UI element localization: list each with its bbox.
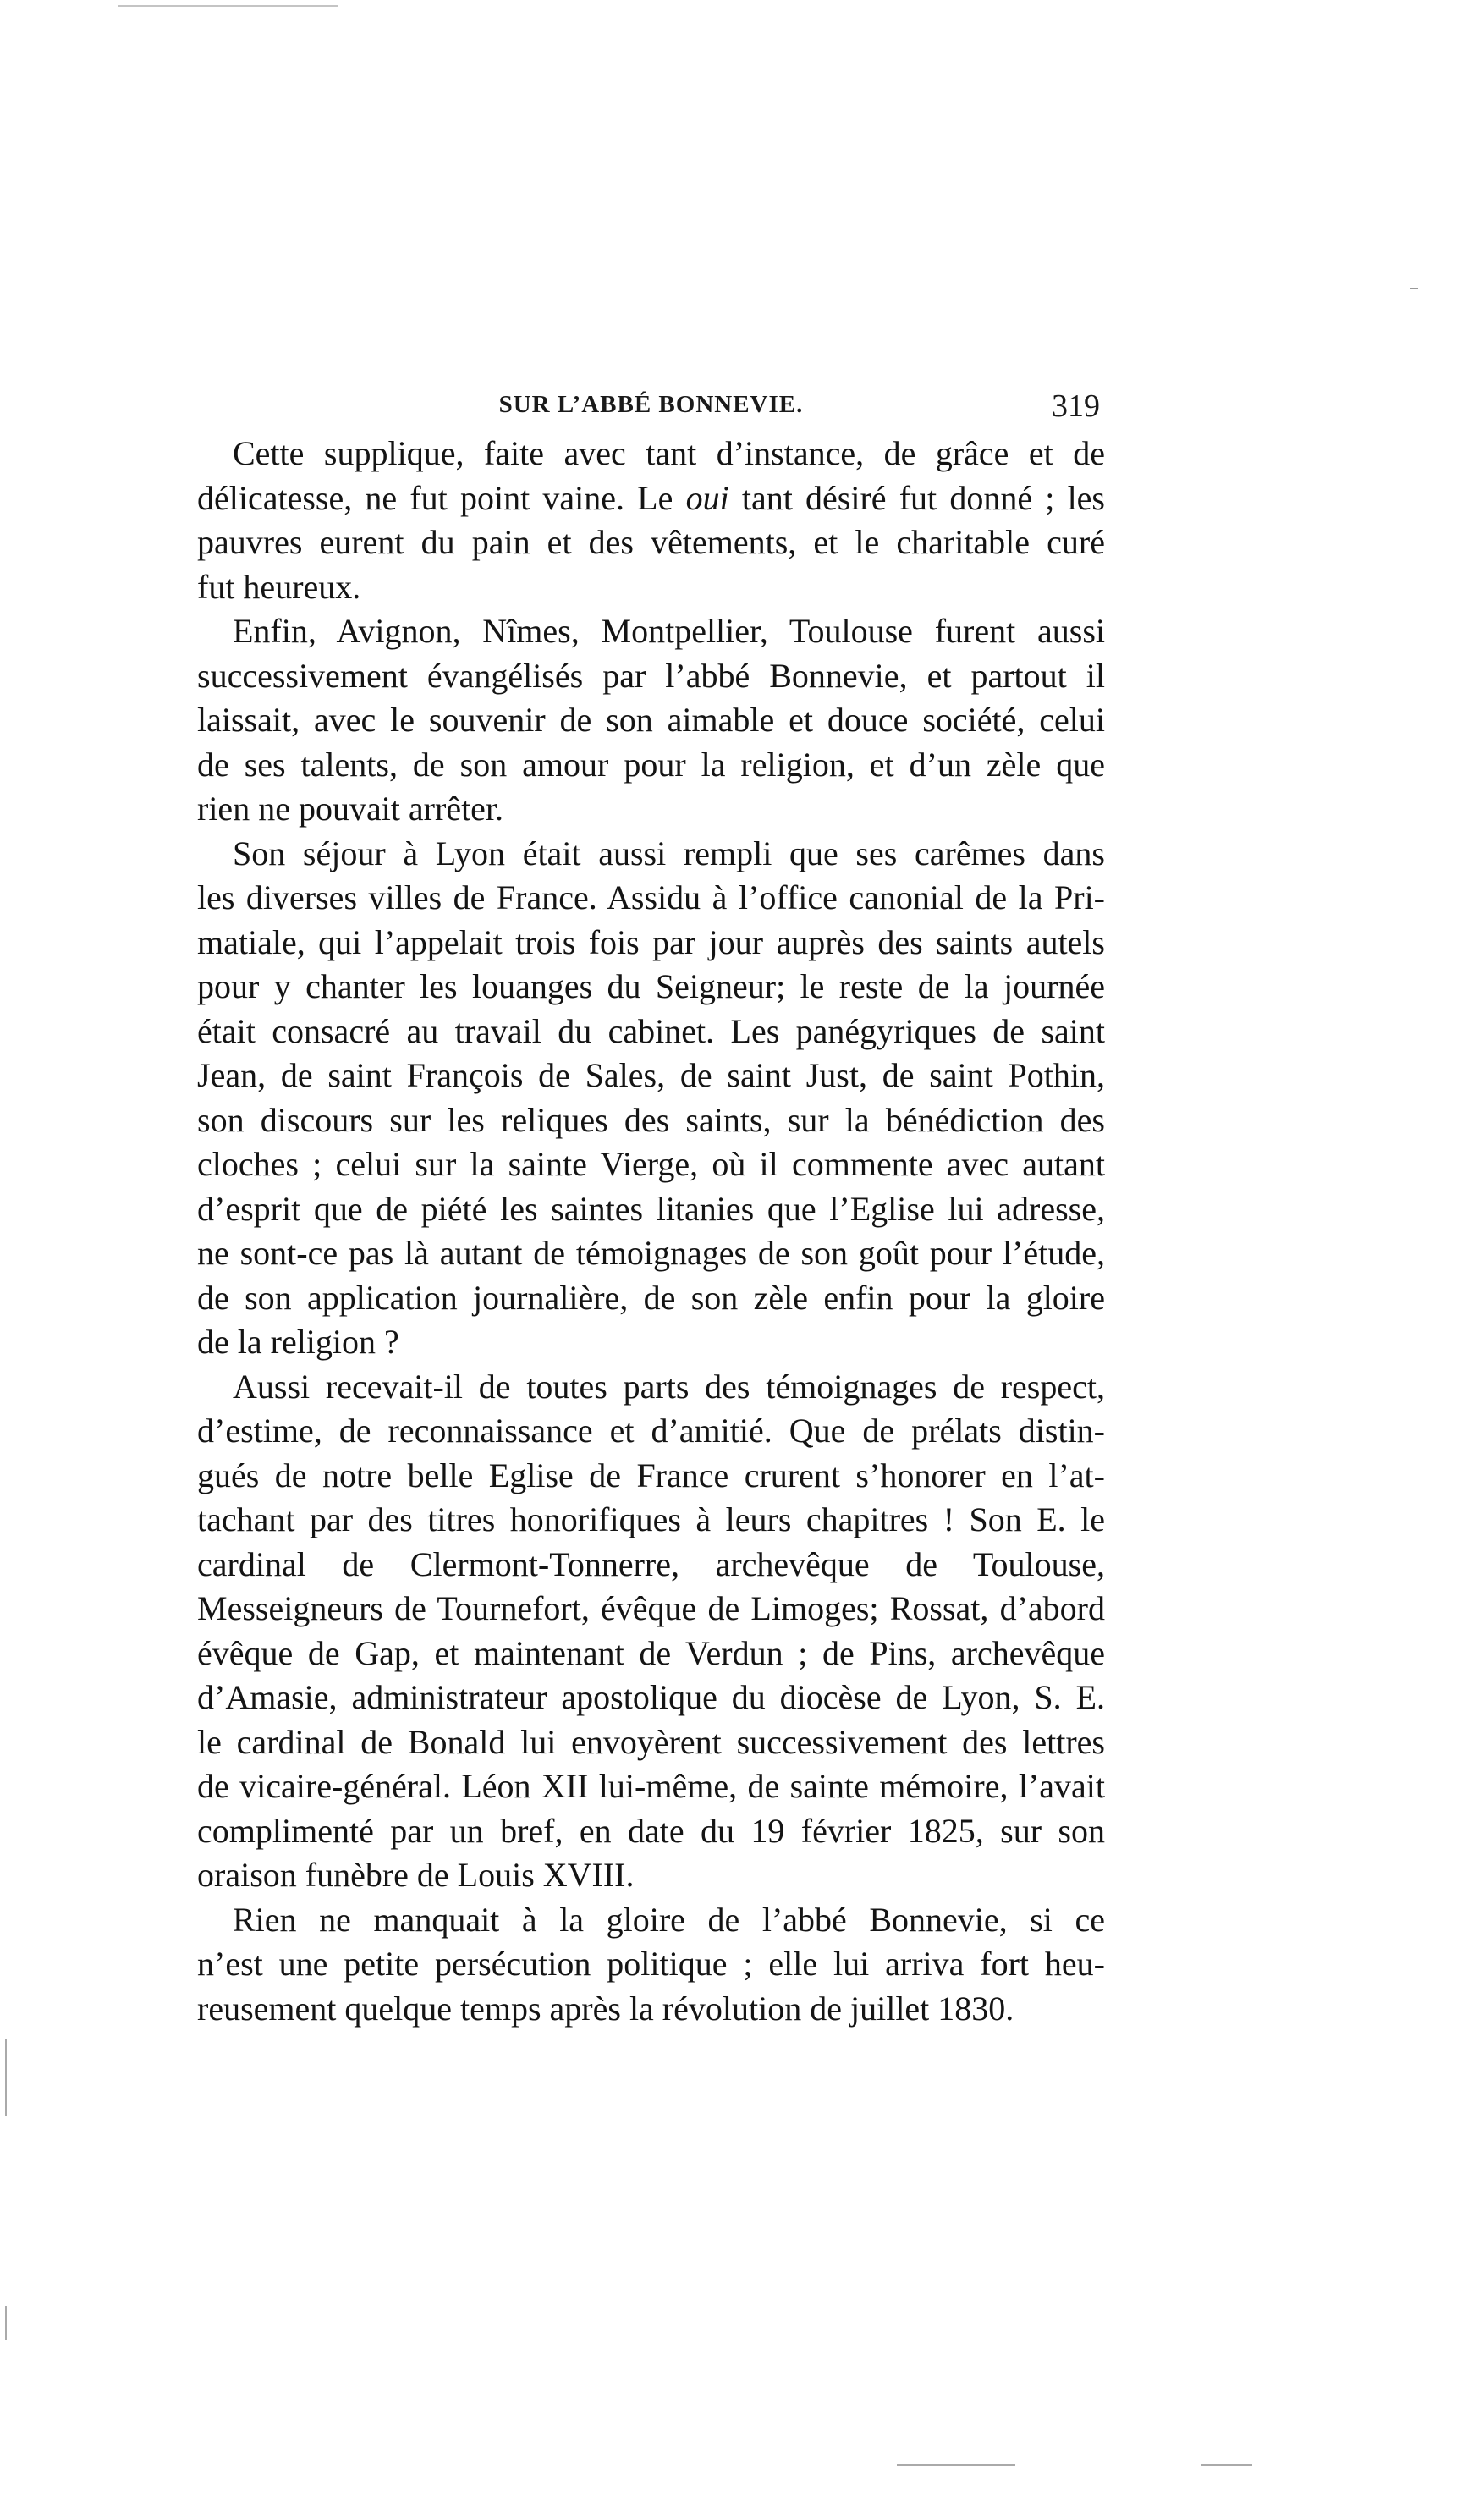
scan-mark-right [1410, 288, 1418, 289]
line-content: Rien ne manquait à la gloire de l’abbé Bonnevie, si ce [233, 1900, 1105, 1939]
line-content [197, 479, 1105, 517]
text-line [197, 1320, 1105, 1365]
line-content: gués de notre belle Eglise de France crurent s’honorer en l’at- [197, 1456, 1105, 1494]
text-line [197, 921, 1105, 966]
line-content: complimenté par un bref, en date du 19 février 1825, sur son [197, 1811, 1105, 1850]
line-content: cloches ; celui sur la sainte Vierge, où il commente avec autant [197, 1145, 1105, 1183]
line-content: de son application journalière, de son zèle enfin pour la gloire [197, 1278, 1105, 1317]
text-line [197, 654, 1105, 699]
line-content: n’est une petite persécution politique ; elle lui arriva fort heu- [197, 1945, 1105, 1983]
line-content: de la religion ? [197, 1323, 399, 1361]
line-content: Messeigneurs de Tournefort, évêque de Limoges; Rossat, d’abord [197, 1589, 1105, 1627]
line-content: était consacré au travail du cabinet. Les panégyriques de saint [197, 1011, 1105, 1050]
text-line [197, 1276, 1105, 1321]
line-content: pauvres eurent du pain et des vêtements, et le charitable curé [197, 523, 1105, 561]
text-line [197, 1543, 1105, 1588]
text-line [197, 1365, 1105, 1410]
text-line [197, 698, 1105, 743]
text-line [197, 1720, 1105, 1765]
text-line [197, 432, 1105, 476]
line-content: cardinal de Clermont-Tonnerre, archevêque de Toulouse, [197, 1544, 1105, 1583]
text-line [197, 876, 1105, 921]
text-line [197, 609, 1105, 654]
line-content: oraison funèbre de Louis XVIII. [197, 1856, 635, 1894]
line-content: évêque de Gap, et maintenant de Verdun ; de Pins, archevêque [197, 1633, 1105, 1672]
text-line [197, 1942, 1105, 1987]
text-line [197, 1098, 1105, 1143]
text-line [197, 1454, 1105, 1499]
text-line [197, 1853, 1105, 1898]
text-line [197, 1231, 1105, 1276]
text-line [197, 743, 1105, 788]
text-line [197, 1676, 1105, 1720]
text-line [197, 1809, 1105, 1854]
line-content: rien ne pouvait arrêter. [197, 790, 504, 828]
scan-mark-top [118, 5, 338, 7]
text-line [197, 1587, 1105, 1632]
line-content: Enfin, Avignon, Nîmes, Montpellier, Toulouse furent aussi [233, 612, 1105, 650]
page-header [197, 388, 1105, 428]
text-line [197, 1498, 1105, 1543]
text-line [197, 1054, 1105, 1098]
text-line [197, 520, 1105, 565]
page-number: 319 [1052, 388, 1100, 424]
text-line [197, 787, 1105, 832]
text-line [197, 1409, 1105, 1454]
line-content: le cardinal de Bonald lui envoyèrent successivement des lettres [197, 1722, 1105, 1761]
line-content: Jean, de saint François de Sales, de saint Just, de saint Pothin, [197, 1056, 1105, 1094]
line-content: son discours sur les reliques des saints, sur la bénédiction des [197, 1100, 1105, 1139]
line-content: de vicaire-général. Léon XII lui-même, de sainte mémoire, l’avait [197, 1767, 1105, 1805]
line-content: de ses talents, de son amour pour la religion, et d’un zèle que [197, 745, 1105, 784]
line-content: fut heureux. [197, 567, 361, 606]
line-content: pour y chanter les louanges du Seigneur; le reste de la journée [197, 967, 1105, 1005]
text-line [197, 1987, 1105, 2032]
line-content: Cette supplique, faite avec tant d’instance, de grâce et de [233, 434, 1105, 472]
body-text [197, 432, 1105, 2031]
text-line [197, 1898, 1105, 1943]
text-line [197, 1010, 1105, 1054]
scan-mark-bottom-1 [897, 2464, 1015, 2466]
text-line [197, 476, 1105, 521]
text-segment: tant désiré fut donné ; les [728, 478, 1105, 517]
line-content: d’esprit que de piété les saintes litanies que l’Eglise lui adresse, [197, 1189, 1105, 1228]
line-content: d’estime, de reconnaissance et d’amitié. Que de prélats distin- [197, 1412, 1105, 1450]
line-content: ne sont-ce pas là autant de témoignages de son goût pour l’étude, [197, 1234, 1105, 1272]
line-content: laissait, avec le souvenir de son aimable et douce société, celui [197, 701, 1105, 739]
scan-mark-left-1 [5, 2039, 7, 2116]
emphasized-word: oui [685, 478, 729, 517]
text-line [197, 1187, 1105, 1232]
line-content: tachant par des titres honorifiques à leurs chapitres ! Son E. le [197, 1500, 1105, 1538]
text-line [197, 1764, 1105, 1809]
running-title: SUR L’ABBÉ BONNEVIE. [498, 391, 804, 418]
text-line [197, 565, 1105, 610]
text-line [197, 1142, 1105, 1187]
line-content: Aussi recevait-il de toutes parts des témoignages de respect, [233, 1367, 1105, 1406]
line-content: Son séjour à Lyon était aussi rempli que ses carêmes dans [233, 834, 1105, 872]
line-content: successivement évangélisés par l’abbé Bonnevie, et partout il [197, 656, 1105, 695]
text-line [197, 1632, 1105, 1676]
text-line [197, 832, 1105, 877]
line-content: d’Amasie, administrateur apostolique du diocèse de Lyon, S. E. [197, 1678, 1105, 1716]
scan-mark-left-2 [5, 2306, 7, 2340]
line-content: reusement quelque temps après la révolution de juillet 1830. [197, 1989, 1014, 2028]
scan-mark-bottom-2 [1201, 2464, 1252, 2466]
line-content: matiale, qui l’appelait trois fois par jour auprès des saints autels [197, 922, 1105, 961]
text-line [197, 965, 1105, 1010]
text-segment: délicatesse, ne fut point vaine. Le [197, 478, 686, 517]
line-content: les diverses villes de France. Assidu à l’office canonial de la Pri- [197, 878, 1105, 916]
